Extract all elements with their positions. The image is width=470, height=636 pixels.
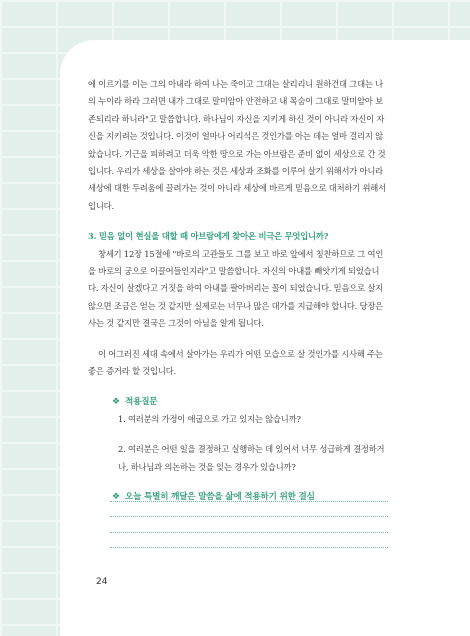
question-3-heading: 3. 믿음 없이 현실을 대할 때 아브람에게 찾아온 비극은 무엇입니까? bbox=[88, 231, 329, 242]
body-paragraph-1: 에 이르기를 이는 그의 아내라 하여 나는 죽이고 그대는 살리리니 원하건대 그대는 나의 누이라 하라 그러면 내가 그대로 말미암아 안전하고 내 목숨이 그대로 말미암아 보존되리라 하니라"고 말씀합니다. 하나님이 자신을 지키게 하신 것이 아니라 자신이 자신을 지키려는 것입니다. 이것이 얼마나 어리석은 것인가를 아는 데는 얼마 걸리지 않았습니다. 기근을 피하려고 더욱 악한 땅으로 가는 아브람은 준비 없이 세상으로 간 것입니다. 우리가 세상을 살아야 하는 것은 세상과 조화를 이루어 살기 위해서가 아니라 세상에 대한 두려움에 끌려가는 것이 아니라 세상에 바르게 믿음으로 대처하기 위해서입니다. bbox=[88, 79, 386, 211]
writing-line[interactable] bbox=[110, 517, 388, 533]
writing-line[interactable] bbox=[110, 533, 388, 549]
writing-line[interactable] bbox=[110, 502, 388, 518]
body-paragraph-3: 이 어그러진 세대 속에서 살아가는 우리가 어떤 모습으로 살 것인가를 시사해 주는 좋은 증거라 할 것입니다. bbox=[88, 348, 383, 377]
apply-question-1: 1. 여러분의 가정이 애굽으로 가고 있지는 않습니까? bbox=[118, 413, 301, 424]
writing-line[interactable] bbox=[110, 486, 388, 502]
resolve-title-text: 오늘 특별히 깨달은 말씀을 삶에 적용하기 위한 결심 bbox=[125, 492, 315, 503]
apply-title-text: 적용질문 bbox=[125, 396, 158, 407]
apply-question-2: 2. 여러분은 어떤 일을 결정하고 실행하는 데 있어서 너무 성급하게 결정하거나, 하나님과 의논하는 것을 잊는 경우가 있습니까? bbox=[118, 444, 385, 472]
writing-lines[interactable] bbox=[110, 486, 388, 548]
apply-section-title bbox=[88, 394, 388, 411]
diamond-bullet-icon: ❖ bbox=[112, 396, 120, 407]
diamond-bullet-icon: ❖ bbox=[112, 492, 120, 503]
body-paragraph-2: 창세기 12장 15절에 "바로의 고관들도 그를 보고 바로 앞에서 칭찬하므로 그 여인을 바로의 궁으로 이끌어들인지라"고 말씀합니다. 자신의 아내를 빼앗기게 되었습니다. 자신이 살겠다고 거짓을 하여 아내를 팔아버리는 꼴이 되었습니다. 믿음으로 살지 않으면 조금은 얻는 것 같지만 실제로는 너무나 많은 대가를 지급해야 합니다. 당장은 사는 것 같지만 결국은 그것이 아님을 알게 됩니다. bbox=[88, 248, 384, 329]
page-number: 24 bbox=[96, 577, 108, 587]
page-content bbox=[88, 76, 388, 507]
